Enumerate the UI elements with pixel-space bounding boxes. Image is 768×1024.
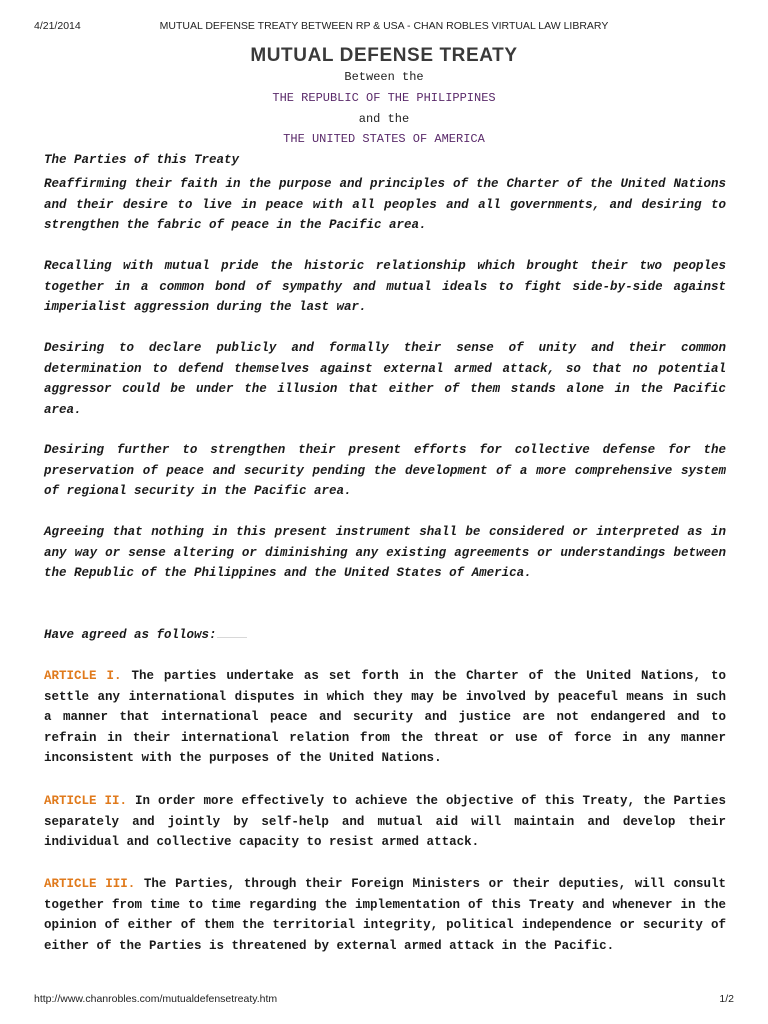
preamble-heading: The Parties of this Treaty	[44, 153, 240, 167]
preamble-block-3	[44, 338, 726, 420]
preamble-block-4	[44, 440, 726, 502]
print-footer-url: http://www.chanrobles.com/mutualdefensetreaty.htm	[34, 993, 278, 1005]
preamble-heading-block	[44, 150, 726, 171]
preamble-block	[44, 174, 726, 236]
article-2-text: In order more effectively to achieve the objective of this Treaty, the Parties separately and jointly by self-help and mutual aid will maintain and develop their individual and collective capacity to resist armed attack.	[44, 794, 726, 850]
print-date: 4/21/2014	[34, 20, 81, 32]
article-1	[44, 666, 726, 769]
print-header-title: MUTUAL DEFENSE TREATY BETWEEN RP & USA - CHAN ROBLES VIRTUAL LAW LIBRARY	[159, 20, 609, 32]
agreed-block	[44, 625, 726, 646]
between-line: Between the	[344, 70, 424, 84]
print-page-number: 1/2	[719, 993, 734, 1005]
article-1-text: The parties undertake as set forth in the Charter of the United Nations, to settle any international disputes in which they may be involved by peaceful means in such a manner that international peace and security and justice are not endangered and to refrain in their international relation from the threat or use of force in any manner inconsistent with the purposes of the United Nations.	[44, 669, 727, 766]
article-2	[44, 791, 726, 853]
preamble-block-5	[44, 522, 726, 584]
preamble-paragraph-1: Reaffirming their faith in the purpose and principles of the Charter of the United Nations and their desire to live in peace with all peoples and all governments, and desiring to strengthen the fabric of peace in the Pacific area.	[44, 177, 726, 233]
article-3	[44, 874, 726, 956]
preamble-paragraph-4: Desiring further to strengthen their present efforts for collective defense for the preservation of peace and security pending the development of a more comprehensive system of regional security in the Pacific area.	[44, 443, 726, 499]
party-philippines: THE REPUBLIC OF THE PHILIPPINES	[272, 91, 496, 105]
article-2-label: ARTICLE II.	[44, 794, 128, 808]
party-usa: THE UNITED STATES OF AMERICA	[283, 132, 485, 146]
document-title: MUTUAL DEFENSE TREATY	[250, 45, 518, 66]
article-1-label: ARTICLE I.	[44, 669, 122, 683]
article-3-text: The Parties, through their Foreign Ministers or their deputies, will consult together from time to time regarding the implementation of this Treaty and whenever in the opinion of either of them the territorial integrity, political independence or security of either of the Parties is threatened by external armed attack in the Pacific.	[44, 877, 726, 953]
agreed-line: Have agreed as follows:	[44, 625, 726, 646]
and-line: and the	[358, 112, 410, 126]
preamble-paragraph-2: Recalling with mutual pride the historic relationship which brought their two peoples together in a common bond of sympathy and mutual ideals to fight side-by-side against imperialist aggression during the last war.	[44, 259, 726, 315]
preamble-paragraph-3: Desiring to declare publicly and formally their sense of unity and their common determination to defend themselves against external armed attack, so that no potential aggressor could be under the illusion that either of them stands alone in the Pacific area.	[44, 341, 726, 417]
article-3-label: ARTICLE III.	[44, 877, 136, 891]
preamble-block-2	[44, 256, 726, 318]
preamble-paragraph-5: Agreeing that nothing in this present instrument shall be considered or interpreted as in any way or sense altering or diminishing any existing agreements or understandings between the Republic of the Philippines and the United States of America.	[44, 525, 726, 581]
